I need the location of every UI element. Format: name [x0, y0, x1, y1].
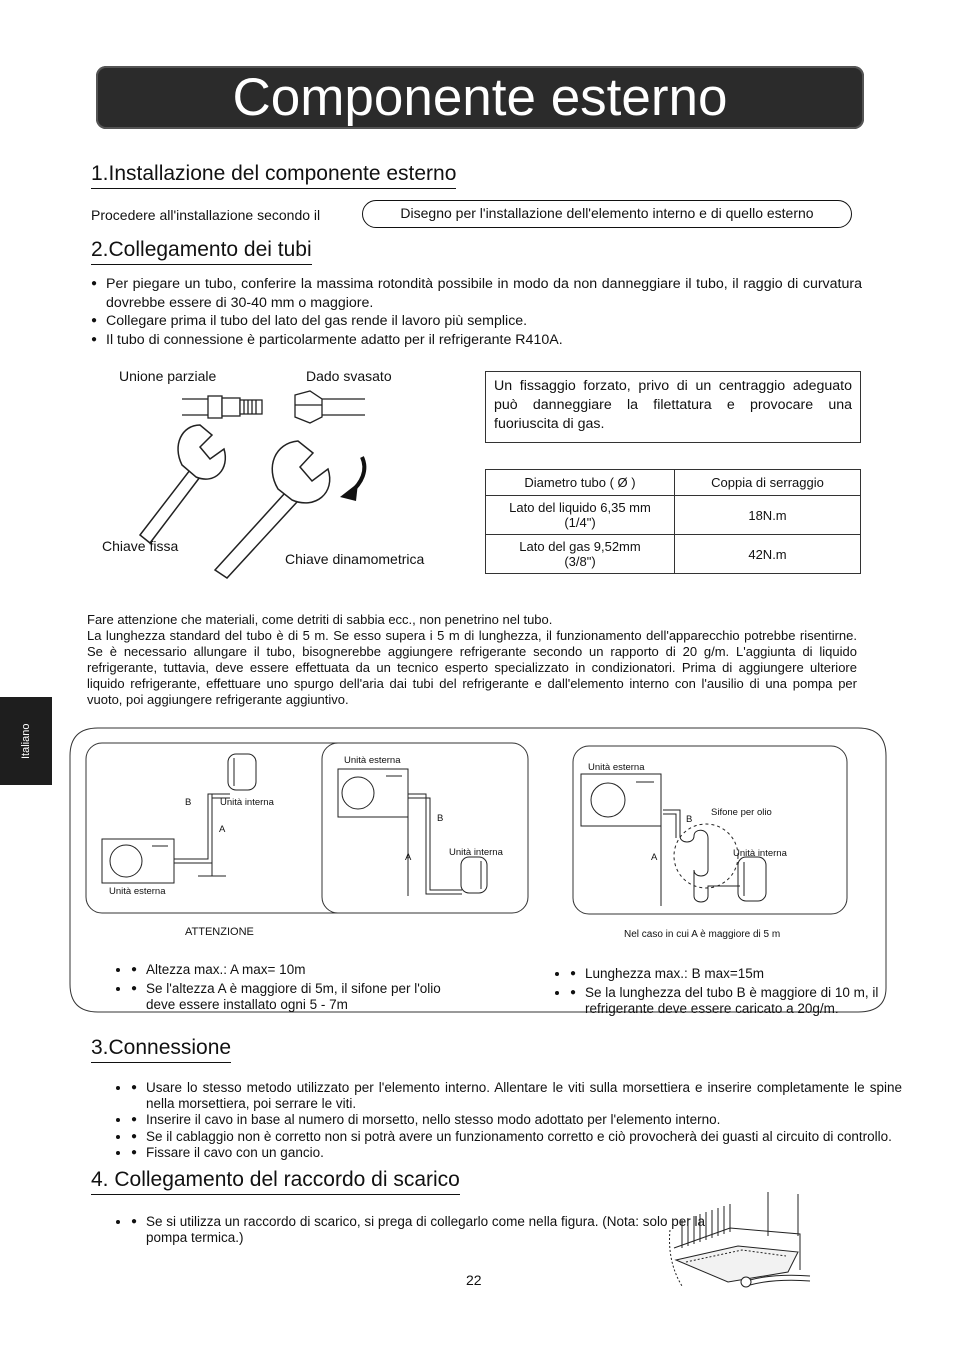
fig1-b-label: B	[185, 797, 192, 808]
fig1-outdoor-label: Unità esterna	[109, 886, 166, 897]
diagram-left-bullets	[91, 962, 441, 1014]
list-item: ● Il tubo di connessione è particolarmente adatto per il refrigerante R410A.	[91, 331, 862, 350]
section1-heading: 1.Installazione del componente esterno	[91, 162, 456, 189]
fig1-indoor-label: Unità interna	[220, 797, 274, 808]
fig3-indoor-unit-icon	[738, 857, 766, 901]
language-tab-label: Italiano	[20, 723, 32, 759]
fig2-a-label: A	[405, 852, 412, 863]
paragraph-line: Fare attenzione che materiali, come detriti di sabbia ecc., non penetrino nel tubo.	[87, 612, 553, 627]
list-item: ● • Altezza max.: A max= 10m	[131, 962, 441, 978]
list-item: ● • Se il cablaggio non è corretto non si potrà avere un funzionamento corretto e ciò provocherà dei guasti al circuito di controllo.	[131, 1129, 902, 1145]
fig1-a-label: A	[219, 824, 226, 835]
table-row	[486, 496, 861, 535]
fig1-indoor-unit-icon	[228, 754, 256, 790]
table-header: Coppia di serraggio	[675, 470, 861, 496]
table-row	[486, 535, 861, 574]
table-cell: 18N.m	[675, 496, 861, 535]
fig2-indoor-label: Unità interna	[449, 847, 503, 858]
section2-paragraph	[87, 612, 857, 708]
paragraph-body: La lunghezza standard del tubo è di 5 m. Se esso supera i 5 m di lunghezza, il funzionamento dell'apparecchio potrebbe risentirne. Se è necessario allungare il tubo, bisognerebbe aggiungere refrigerante secondo un rapporto di 20 g/m. L'aggiunta di liquido refrigerante, tuttavia, deve essere effettuata da un tecnico esperto specializzato in condizionatori. Prima di aggiungere ulteriore liquido refrigerante, effettuare uno spurgo dell'aria dai tubi del refrigerante e dall'elemento interno con l'ausilio di una pompa per vuoto, poi aggiungere refrigerante aggiuntivo.	[87, 628, 857, 707]
flare-nut-icon	[295, 391, 365, 423]
table-cell	[486, 535, 675, 574]
torque-wrench-icon	[215, 441, 330, 578]
table-header-row	[486, 470, 861, 496]
list-item: ● • Lunghezza max.: B max=15m	[570, 966, 905, 982]
fig2-outdoor-label: Unità esterna	[344, 755, 401, 766]
union-pipe-icon	[182, 396, 262, 418]
warning-box: Un fissaggio forzato, privo di un centraggio adeguato può danneggiare la filettatura e provocare una fuoriuscita di gas.	[485, 371, 861, 443]
list-item: ● • Fissare il cavo con un gancio.	[131, 1145, 902, 1161]
list-item: ● • Se si utilizza un raccordo di scarico, si prega di collegarlo come nella figura. (Nota: solo per la pompa termica.)	[131, 1214, 711, 1246]
drain-joint-illustration	[668, 1190, 818, 1298]
torque-table	[485, 469, 861, 574]
table-cell: 42N.m	[675, 535, 861, 574]
section1-text: Procedere all'installazione secondo il	[91, 207, 321, 223]
table-cell	[486, 496, 675, 535]
page-number: 22	[466, 1272, 482, 1288]
note-a-greater: Nel caso in cui A è maggiore di 5 m	[624, 929, 781, 940]
fig2-outdoor-unit-icon	[338, 769, 408, 817]
section3-bullets	[91, 1080, 902, 1161]
list-item: ● Per piegare un tubo, conferire la massima rotondità possibile in modo da non danneggiare il tubo, il raggio di curvatura dovrebbe essere di 30-40 mm o maggiore.	[91, 275, 862, 312]
fig3-oil-trap-pipe	[661, 810, 740, 906]
fig3-oil-trap-label: Sifone per olio	[711, 807, 772, 818]
label-torque-wrench: Chiave dinamometrica	[285, 551, 425, 567]
fig2-indoor-unit-icon	[461, 857, 487, 893]
cell-line: Lato del gas 9,52mm	[519, 539, 641, 554]
list-item: ● • Inserire il cavo in base al numero di morsetto, nello stesso modo adottato per l'elemento interno.	[131, 1112, 902, 1128]
section2-bullets	[91, 275, 862, 349]
fig3-outdoor-unit-icon	[581, 774, 661, 826]
rotation-arrow-icon	[340, 457, 364, 501]
title-bar	[96, 66, 864, 129]
cell-line: Lato del liquido 6,35 mm	[509, 500, 651, 515]
diagram-right-bullets	[530, 966, 905, 1018]
section1-reference: Disegno per l'installazione dell'elemento interno e di quello esterno	[362, 200, 852, 228]
fig3-indoor-label: Unità interna	[733, 848, 787, 859]
list-item: ● • Se l'altezza A è maggiore di 5m, il sifone per l'olio deve essere installato ogni 5 - 7m	[131, 981, 441, 1013]
label-union: Unione parziale	[119, 368, 217, 384]
label-fixed-wrench: Chiave fissa	[102, 538, 179, 554]
list-item: ● • Usare lo stesso metodo utilizzato per l'elemento interno. Allentare le viti sulla morsettiera e inserire completamente le spine nella morsettiera, poi serrare le viti.	[131, 1080, 902, 1112]
fig3-b-label: B	[686, 814, 693, 825]
label-flare-nut: Dado svasato	[306, 368, 392, 384]
page-title: Componente esterno	[232, 68, 728, 127]
fig2-b-label: B	[437, 813, 444, 824]
section4-heading: 4. Collegamento del raccordo di scarico	[91, 1168, 460, 1195]
section2-heading: 2.Collegamento dei tubi	[91, 238, 312, 265]
fixed-wrench-icon	[140, 425, 225, 543]
table-header: Diametro tubo ( Ø )	[486, 470, 675, 496]
fig3-outdoor-label: Unità esterna	[588, 762, 645, 773]
list-item: ● • Se la lunghezza del tubo B è maggiore di 10 m, il refrigerante deve essere caricato a 20g/m.	[570, 985, 905, 1017]
cell-line: (1/4")	[564, 515, 596, 530]
section3-heading: 3.Connessione	[91, 1036, 231, 1063]
outdoor-unit-grille-icon	[682, 1204, 730, 1248]
wrench-illustration	[100, 385, 380, 580]
fig3-a-label: A	[651, 852, 658, 863]
section4-bullets	[91, 1214, 711, 1246]
attention-label: ATTENZIONE	[185, 926, 254, 938]
fig1-outdoor-unit-icon	[102, 839, 174, 883]
cell-line: (3/8")	[564, 554, 596, 569]
list-item: ● Collegare prima il tubo del lato del gas rende il lavoro più semplice.	[91, 312, 862, 331]
